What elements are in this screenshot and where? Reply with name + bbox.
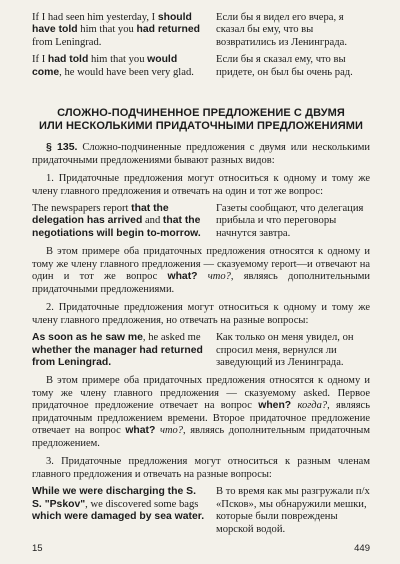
rule-1: 1. Придаточные предложения могут относиться к одному и тому же члену главного предложения и отвечать на один и тот же вопрос: bbox=[32, 173, 370, 197]
russian-translation: Как только он меня увидел, он спросил меня, вернулся ли заведующий из Ленинграда. bbox=[216, 332, 354, 369]
emphasis-text: should have told bbox=[32, 12, 192, 36]
example-pair bbox=[32, 486, 370, 536]
example-pair bbox=[32, 332, 370, 369]
example-pair bbox=[32, 12, 370, 49]
text-run: В этом примере оба придаточных предложения относятся к одному и тому же члену главного предложения — сказуемому asked. Первое придаточное предложение отвечает на вопрос bbox=[32, 375, 370, 412]
russian-translation: Если бы я видел его вчера, я сказал бы ему, что вы возвратились из Ленинграда. bbox=[216, 12, 347, 48]
explanation-2 bbox=[32, 375, 370, 450]
text-run: him that you bbox=[88, 54, 148, 66]
text-run: him that you bbox=[77, 24, 137, 36]
emphasis-text: As soon as he saw me bbox=[32, 332, 143, 344]
example-pair bbox=[32, 54, 370, 79]
text-run: , являясь дополнительными придаточными предложениями. bbox=[32, 271, 370, 295]
italic-text: что? bbox=[159, 425, 184, 437]
text-run bbox=[198, 271, 208, 282]
page-footer bbox=[32, 543, 370, 554]
text-run: В этом примере оба придаточных предложения относятся к одному и тому же члену главного предложения — сказуемому report—и отвечают на один и тот же вопрос bbox=[32, 246, 370, 283]
rule-3: 3. Придаточные предложения могут относиться к разным членам главного предложения и отвечать на разные вопросы: bbox=[32, 456, 370, 480]
emphasis-text: what? bbox=[167, 271, 198, 283]
english-sentence bbox=[32, 203, 208, 240]
english-sentence bbox=[32, 54, 208, 79]
emphasis-text: whether the manager had returned from Leningrad. bbox=[32, 344, 203, 369]
russian-translation: Если бы я сказал ему, что вы придете, он был бы очень рад. bbox=[216, 54, 353, 78]
emphasis-text: when? bbox=[258, 400, 292, 412]
text-run: , являясь дополнительным придаточным предложением. bbox=[32, 425, 370, 449]
section-intro bbox=[32, 141, 370, 167]
emphasis-text: that the delegation has arrived bbox=[32, 203, 169, 227]
section-heading bbox=[32, 107, 370, 133]
russian-translation: В то время как мы разгружали п/х «Псков», мы обнаружили мешки, которые были повреждены морской водой. bbox=[216, 486, 370, 535]
english-sentence bbox=[32, 332, 208, 369]
emphasis-text: that the negotiations will begin to-morrow. bbox=[32, 215, 201, 239]
russian-translation: Газеты сообщают, что делегация прибыла и что переговоры начнутся завтра. bbox=[216, 203, 364, 239]
emphasis-text: While we were discharging the S. S. "Pskov" bbox=[32, 486, 196, 510]
italic-text: что? bbox=[207, 271, 231, 283]
emphasis-text: what? bbox=[125, 425, 156, 437]
emphasis-text: would come bbox=[32, 54, 178, 78]
section-intro-text: Сложно-подчиненные предложения с двумя или несколькими придаточными предложениями бывают разных видов: bbox=[32, 142, 370, 166]
text-run: , he asked me bbox=[142, 332, 201, 344]
text-run: and bbox=[142, 215, 163, 227]
text-run: , являясь придаточным предложением времени. Второе придаточное предложение отвечает на вопрос bbox=[32, 400, 371, 437]
section-number: § 135. bbox=[46, 141, 78, 154]
english-sentence bbox=[32, 12, 208, 49]
italic-text: когда? bbox=[297, 400, 328, 412]
text-run: from Leningrad. bbox=[32, 36, 102, 48]
heading-line-1: СЛОЖНО-ПОДЧИНЕННОЕ ПРЕДЛОЖЕНИЕ С ДВУМЯ bbox=[57, 107, 345, 120]
text-run: , we discovered some bags bbox=[85, 498, 199, 510]
page-number: 449 bbox=[354, 543, 370, 554]
heading-line-2: ИЛИ НЕСКОЛЬКИМИ ПРИДАТОЧНЫМИ ПРЕДЛОЖЕНИЯМИ bbox=[39, 120, 363, 133]
rule-2: 2. Придаточные предложения могут относиться к одному и тому же члену главного предложения, но отвечать на разные вопросы: bbox=[32, 302, 370, 326]
text-run: If I bbox=[32, 54, 48, 66]
english-sentence bbox=[32, 486, 208, 536]
text-run: , he would have been very glad. bbox=[59, 66, 194, 78]
text-run: If I had seen him yesterday, I bbox=[32, 12, 158, 23]
example-pair bbox=[32, 203, 370, 240]
emphasis-text: had told bbox=[47, 54, 89, 66]
emphasis-text: which were damaged by sea water. bbox=[32, 511, 205, 523]
emphasis-text: had returned bbox=[136, 24, 200, 36]
text-run: The newspapers report bbox=[32, 203, 132, 215]
explanation-1 bbox=[32, 246, 370, 296]
signature-mark: 15 bbox=[32, 543, 43, 554]
